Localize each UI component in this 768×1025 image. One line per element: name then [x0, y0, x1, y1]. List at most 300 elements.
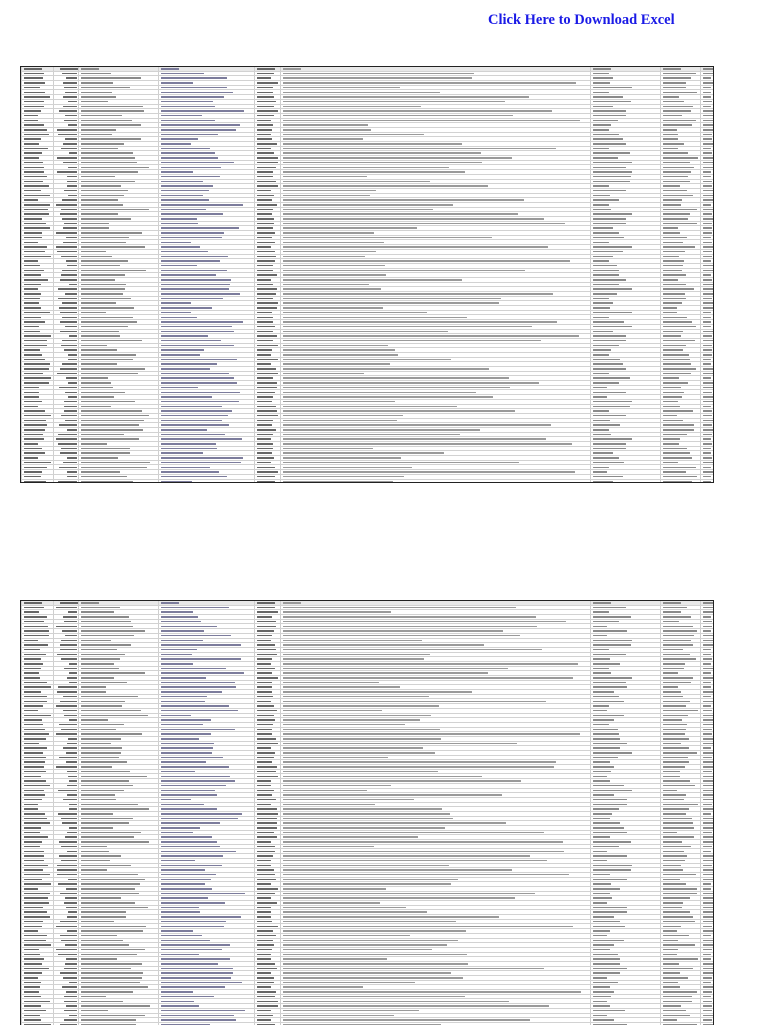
- sheet-cell: [254, 390, 281, 394]
- cell-text-ink: [283, 401, 395, 403]
- cell-text-ink: [81, 410, 142, 412]
- cell-text-ink: [663, 377, 679, 379]
- cell-text-ink: [593, 129, 609, 131]
- cell-text-ink: [60, 68, 78, 70]
- sheet-cell: [158, 142, 255, 146]
- sheet-cell: [21, 212, 54, 216]
- sheet-cell: [590, 606, 661, 610]
- sheet-cell: [53, 259, 79, 263]
- sheet-cell: [53, 147, 79, 151]
- cell-text-ink: [24, 359, 45, 361]
- sheet-cell: [700, 896, 714, 900]
- sheet-cell: [280, 358, 591, 362]
- cell-text-ink: [161, 424, 229, 426]
- cell-text-ink: [24, 462, 52, 464]
- cell-text-ink: [81, 73, 111, 75]
- cell-text-ink: [81, 134, 113, 136]
- cell-text-ink: [593, 434, 611, 436]
- sheet-cell: [700, 774, 714, 778]
- sheet-cell: [53, 86, 79, 90]
- sheet-cell: [280, 278, 591, 282]
- cell-text-ink: [68, 382, 78, 384]
- cell-text-ink: [161, 274, 216, 276]
- sheet-cell: [590, 231, 661, 235]
- cell-text-ink: [81, 284, 126, 286]
- sheet-cell: [53, 306, 79, 310]
- cell-text-ink: [161, 307, 213, 309]
- cell-text-ink: [593, 743, 627, 745]
- sheet-cell: [660, 934, 701, 938]
- cell-text-ink: [593, 176, 632, 178]
- sheet-cell: [700, 845, 714, 849]
- cell-text-ink: [593, 382, 619, 384]
- sheet-cell: [280, 953, 591, 957]
- sheet-cell: [78, 798, 159, 802]
- cell-text-ink: [161, 611, 194, 613]
- cell-text-ink: [593, 686, 627, 688]
- cell-text-ink: [257, 101, 276, 103]
- cell-text-ink: [69, 780, 78, 782]
- sheet-cell: [590, 695, 661, 699]
- sheet-cell: [21, 100, 54, 104]
- cell-text-ink: [61, 345, 77, 347]
- sheet-cell: [660, 878, 701, 882]
- cell-text-ink: [56, 232, 78, 234]
- cell-text-ink: [257, 865, 271, 867]
- cell-text-ink: [161, 640, 203, 642]
- sheet-cell: [78, 859, 159, 863]
- sheet-cell: [53, 128, 79, 132]
- sheet-cell: [53, 812, 79, 816]
- sheet-cell: [21, 990, 54, 994]
- cell-text-ink: [663, 471, 686, 473]
- sheet-cell: [660, 929, 701, 933]
- sheet-cell: [700, 793, 714, 797]
- cell-text-ink: [593, 654, 627, 656]
- cell-text-ink: [703, 340, 714, 342]
- cell-text-ink: [81, 930, 143, 932]
- sheet-cell: [78, 442, 159, 446]
- sheet-cell: [590, 985, 661, 989]
- sheet-cell: [78, 615, 159, 619]
- cell-text-ink: [703, 832, 712, 834]
- cell-text-ink: [56, 438, 77, 440]
- sheet-cell: [78, 610, 159, 614]
- cell-text-ink: [24, 926, 43, 928]
- sheet-cell: [158, 231, 255, 235]
- sheet-cell: [590, 634, 661, 638]
- cell-text-ink: [64, 401, 78, 403]
- sheet-cell: [21, 751, 54, 755]
- sheet-cell: [53, 100, 79, 104]
- cell-text-ink: [60, 321, 78, 323]
- cell-text-ink: [81, 921, 114, 923]
- cell-text-ink: [257, 242, 276, 244]
- cell-text-ink: [161, 963, 218, 965]
- cell-text-ink: [81, 274, 125, 276]
- cell-text-ink: [24, 476, 41, 478]
- sheet-cell: [158, 123, 255, 127]
- cell-text-ink: [81, 176, 115, 178]
- cell-text-ink: [161, 879, 211, 881]
- cell-text-ink: [703, 373, 715, 375]
- cell-text-ink: [67, 785, 77, 787]
- sheet-cell: [254, 714, 281, 718]
- cell-text-ink: [161, 682, 236, 684]
- sheet-cell: [21, 442, 54, 446]
- sheet-cell: [590, 147, 661, 151]
- sheet-cell: [280, 198, 591, 202]
- sheet-cell: [21, 667, 54, 671]
- sheet-cell: [280, 456, 591, 460]
- sheet-cell: [590, 165, 661, 169]
- sheet-cell: [53, 217, 79, 221]
- sheet-cell: [53, 629, 79, 633]
- cell-text-ink: [283, 715, 431, 717]
- cell-text-ink: [703, 794, 713, 796]
- cell-text-ink: [257, 818, 278, 820]
- cell-text-ink: [24, 424, 48, 426]
- sheet-cell: [21, 770, 54, 774]
- download-excel-link[interactable]: Click Here to Download Excel: [488, 12, 675, 28]
- cell-text-ink: [283, 658, 425, 660]
- cell-text-ink: [161, 869, 206, 871]
- sheet-cell: [53, 395, 79, 399]
- sheet-cell: [254, 344, 281, 348]
- sheet-cell: [78, 962, 159, 966]
- sheet-cell: [700, 671, 714, 675]
- sheet-cell: [53, 264, 79, 268]
- cell-text-ink: [593, 298, 609, 300]
- cell-text-ink: [24, 968, 49, 970]
- sheet-cell: [254, 662, 281, 666]
- cell-text-ink: [593, 851, 608, 853]
- sheet-cell: [660, 81, 701, 85]
- sheet-cell: [53, 892, 79, 896]
- cell-text-ink: [81, 719, 109, 721]
- sheet-cell: [700, 372, 714, 376]
- sheet-cell: [590, 868, 661, 872]
- sheet-cell: [700, 95, 714, 99]
- cell-text-ink: [283, 747, 424, 749]
- cell-text-ink: [62, 630, 78, 632]
- sheet-cell: [280, 971, 591, 975]
- cell-text-ink: [283, 434, 461, 436]
- cell-text-ink: [283, 785, 392, 787]
- sheet-cell: [590, 419, 661, 423]
- cell-text-ink: [593, 359, 620, 361]
- sheet-cell: [700, 864, 714, 868]
- sheet-cell: [53, 943, 79, 947]
- sheet-cell: [158, 924, 255, 928]
- sheet-cell: [590, 240, 661, 244]
- sheet-cell: [78, 685, 159, 689]
- cell-text-ink: [81, 911, 127, 913]
- sheet-cell: [158, 184, 255, 188]
- sheet-cell: [700, 447, 714, 451]
- sheet-cell: [53, 653, 79, 657]
- cell-text-ink: [257, 218, 274, 220]
- sheet-cell: [590, 835, 661, 839]
- cell-text-ink: [283, 972, 451, 974]
- sheet-cell: [700, 924, 714, 928]
- cell-text-ink: [703, 420, 714, 422]
- cell-text-ink: [161, 635, 232, 637]
- cell-text-ink: [63, 696, 77, 698]
- cell-text-ink: [593, 218, 626, 220]
- sheet-cell: [590, 428, 661, 432]
- cell-text-ink: [703, 312, 711, 314]
- sheet-cell: [21, 784, 54, 788]
- sheet-cell: [21, 255, 54, 259]
- cell-text-ink: [283, 171, 466, 173]
- cell-text-ink: [703, 658, 713, 660]
- cell-text-ink: [283, 851, 565, 853]
- sheet-cell: [158, 156, 255, 160]
- sheet-cell: [590, 653, 661, 657]
- sheet-cell: [254, 864, 281, 868]
- cell-text-ink: [66, 907, 78, 909]
- cell-text-ink: [24, 663, 43, 665]
- cell-text-ink: [663, 1019, 677, 1021]
- sheet-cell: [254, 835, 281, 839]
- sheet-cell: [158, 147, 255, 151]
- cell-text-ink: [67, 176, 77, 178]
- cell-text-ink: [64, 715, 77, 717]
- sheet-cell: [660, 657, 701, 661]
- sheet-cell: [21, 259, 54, 263]
- cell-text-ink: [283, 724, 405, 726]
- cell-text-ink: [703, 696, 711, 698]
- sheet-cell: [78, 217, 159, 221]
- cell-text-ink: [161, 377, 234, 379]
- cell-text-ink: [663, 429, 694, 431]
- sheet-cell: [700, 367, 714, 371]
- sheet-cell: [280, 826, 591, 830]
- sheet-cell: [158, 456, 255, 460]
- cell-text-ink: [257, 481, 276, 483]
- cell-text-ink: [593, 284, 620, 286]
- cell-text-ink: [663, 799, 685, 801]
- sheet-cell: [21, 423, 54, 427]
- sheet-cell: [254, 624, 281, 628]
- sheet-cell: [53, 606, 79, 610]
- cell-text-ink: [703, 808, 715, 810]
- sheet-cell: [280, 395, 591, 399]
- cell-text-ink: [593, 101, 632, 103]
- cell-text-ink: [593, 818, 610, 820]
- cell-text-ink: [63, 106, 77, 108]
- cell-text-ink: [663, 120, 696, 122]
- cell-text-ink: [703, 991, 712, 993]
- sheet-cell: [590, 667, 661, 671]
- cell-text-ink: [283, 321, 557, 323]
- cell-text-ink: [663, 855, 688, 857]
- sheet-cell: [254, 250, 281, 254]
- sheet-cell: [53, 840, 79, 844]
- cell-text-ink: [257, 611, 278, 613]
- sheet-cell: [78, 779, 159, 783]
- cell-text-ink: [257, 658, 273, 660]
- sheet-cell: [21, 194, 54, 198]
- cell-text-ink: [663, 808, 690, 810]
- sheet-cell: [21, 180, 54, 184]
- cell-text-ink: [63, 242, 78, 244]
- sheet-cell: [590, 198, 661, 202]
- cell-text-ink: [283, 340, 541, 342]
- cell-text-ink: [663, 668, 685, 670]
- sheet-cell: [280, 348, 591, 352]
- sheet-cell: [700, 245, 714, 249]
- sheet-cell: [158, 348, 255, 352]
- cell-text-ink: [161, 270, 228, 272]
- sheet-cell: [590, 849, 661, 853]
- sheet-cell: [21, 348, 54, 352]
- cell-text-ink: [283, 738, 441, 740]
- sheet-cell: [700, 315, 714, 319]
- cell-text-ink: [161, 766, 229, 768]
- cell-text-ink: [81, 373, 139, 375]
- sheet-cell: [590, 995, 661, 999]
- cell-text-ink: [283, 167, 449, 169]
- cell-text-ink: [24, 96, 50, 98]
- cell-text-ink: [703, 1015, 713, 1017]
- sheet-cell: [700, 615, 714, 619]
- cell-text-ink: [283, 68, 301, 70]
- cell-text-ink: [24, 87, 41, 89]
- cell-text-ink: [703, 448, 712, 450]
- cell-text-ink: [81, 457, 118, 459]
- sheet-cell: [590, 344, 661, 348]
- sheet-cell: [280, 798, 591, 802]
- cell-text-ink: [663, 363, 691, 365]
- sheet-cell: [700, 461, 714, 465]
- sheet-cell: [158, 817, 255, 821]
- cell-text-ink: [703, 888, 711, 890]
- sheet-cell: [21, 1014, 54, 1018]
- sheet-cell: [660, 887, 701, 891]
- sheet-cell: [700, 147, 714, 151]
- sheet-cell: [590, 306, 661, 310]
- cell-text-ink: [161, 448, 218, 450]
- cell-text-ink: [161, 888, 212, 890]
- cell-text-ink: [663, 719, 683, 721]
- cell-text-ink: [283, 836, 419, 838]
- sheet-cell: [53, 320, 79, 324]
- cell-text-ink: [593, 827, 624, 829]
- sheet-cell: [78, 676, 159, 680]
- cell-text-ink: [283, 443, 572, 445]
- cell-text-ink: [703, 804, 712, 806]
- cell-text-ink: [257, 944, 274, 946]
- sheet-cell: [700, 746, 714, 750]
- cell-text-ink: [24, 340, 48, 342]
- sheet-cell: [21, 419, 54, 423]
- sheet-cell: [78, 995, 159, 999]
- cell-text-ink: [67, 771, 78, 773]
- sheet-cell: [78, 845, 159, 849]
- sheet-cell: [158, 400, 255, 404]
- sheet-cell: [158, 882, 255, 886]
- sheet-cell: [53, 957, 79, 961]
- sheet-cell: [660, 615, 701, 619]
- cell-text-ink: [703, 1019, 712, 1021]
- cell-text-ink: [257, 607, 275, 609]
- sheet-cell: [158, 358, 255, 362]
- cell-text-ink: [283, 827, 445, 829]
- sheet-cell: [78, 948, 159, 952]
- cell-text-ink: [703, 761, 715, 763]
- sheet-cell: [78, 147, 159, 151]
- cell-text-ink: [283, 293, 554, 295]
- sheet-cell: [700, 414, 714, 418]
- sheet-cell: [78, 854, 159, 858]
- cell-text-ink: [24, 701, 47, 703]
- cell-text-ink: [57, 129, 77, 131]
- cell-text-ink: [703, 724, 714, 726]
- cell-text-ink: [24, 930, 39, 932]
- sheet-cell: [53, 123, 79, 127]
- sheet-cell: [158, 423, 255, 427]
- sheet-cell: [53, 831, 79, 835]
- cell-text-ink: [663, 621, 679, 623]
- sheet-cell: [21, 133, 54, 137]
- sheet-cell: [700, 624, 714, 628]
- sheet-cell: [53, 315, 79, 319]
- cell-text-ink: [81, 729, 117, 731]
- sheet-cell: [254, 395, 281, 399]
- sheet-cell: [21, 170, 54, 174]
- cell-text-ink: [663, 846, 692, 848]
- sheet-cell: [158, 175, 255, 179]
- cell-text-ink: [257, 124, 273, 126]
- sheet-cell: [21, 620, 54, 624]
- sheet-cell: [21, 123, 54, 127]
- sheet-cell: [53, 208, 79, 212]
- cell-text-ink: [69, 284, 77, 286]
- cell-text-ink: [64, 668, 78, 670]
- sheet-cell: [590, 882, 661, 886]
- sheet-cell: [660, 774, 701, 778]
- cell-text-ink: [81, 462, 150, 464]
- cell-text-ink: [663, 1015, 690, 1017]
- cell-text-ink: [663, 420, 684, 422]
- cell-text-ink: [81, 1001, 123, 1003]
- sheet-cell: [660, 151, 701, 155]
- cell-text-ink: [283, 649, 543, 651]
- cell-text-ink: [283, 963, 468, 965]
- sheet-cell: [660, 695, 701, 699]
- sheet-cell: [21, 835, 54, 839]
- cell-text-ink: [593, 185, 609, 187]
- sheet-cell: [158, 639, 255, 643]
- cell-text-ink: [81, 471, 121, 473]
- sheet-cell: [158, 920, 255, 924]
- cell-text-ink: [81, 836, 135, 838]
- cell-text-ink: [24, 406, 39, 408]
- cell-text-ink: [24, 92, 46, 94]
- cell-text-ink: [69, 827, 77, 829]
- cell-text-ink: [703, 204, 712, 206]
- cell-text-ink: [703, 270, 714, 272]
- sheet-cell: [700, 297, 714, 301]
- cell-text-ink: [283, 940, 459, 942]
- sheet-cell: [78, 639, 159, 643]
- cell-text-ink: [24, 1015, 40, 1017]
- cell-text-ink: [24, 776, 41, 778]
- sheet-cell: [660, 1014, 701, 1018]
- sheet-cell: [254, 428, 281, 432]
